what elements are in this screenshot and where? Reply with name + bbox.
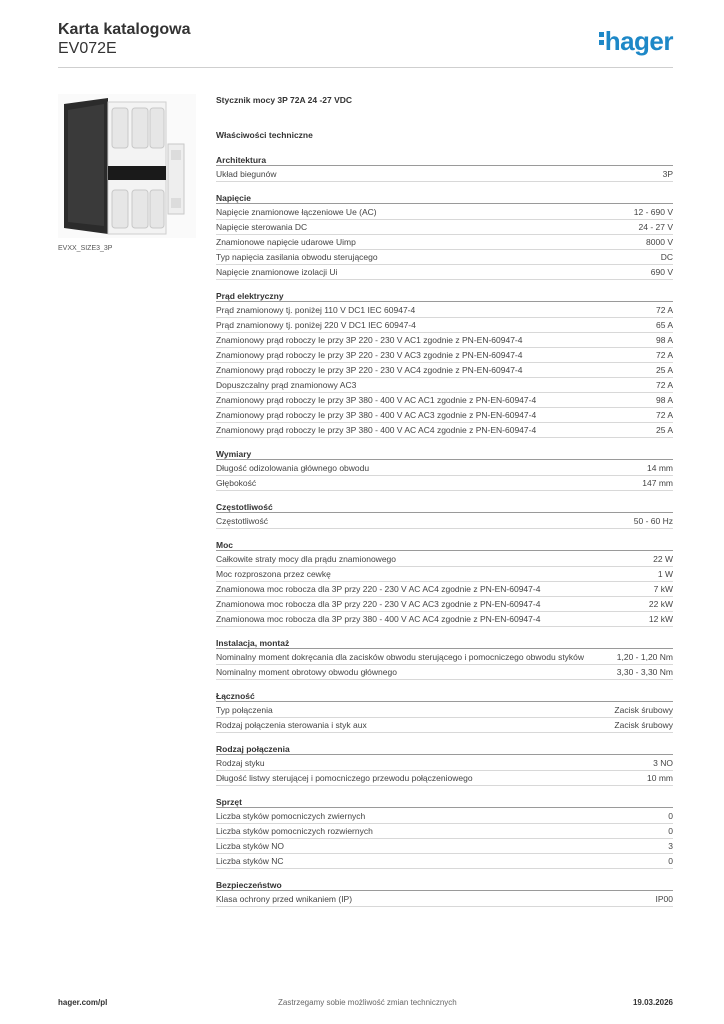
spec-row — [216, 824, 673, 839]
spec-row — [216, 378, 673, 393]
section-title: Częstotliwość — [216, 501, 673, 513]
spec-section — [216, 637, 673, 680]
spec-label: Liczba styków NO — [216, 841, 285, 851]
spec-label: Znamionowa moc robocza dla 3P przy 220 - 230 V AC AC4 zgodnie z PN-EN-60947-4 — [216, 584, 541, 594]
spec-row — [216, 333, 673, 348]
spec-row — [216, 363, 673, 378]
spec-value: 8000 V — [646, 237, 673, 247]
spec-value: 1 W — [657, 569, 673, 579]
spec-row — [216, 423, 673, 438]
spec-row — [216, 756, 673, 771]
spec-row — [216, 476, 673, 491]
spec-row — [216, 718, 673, 733]
spec-value: Zacisk śrubowy — [614, 720, 673, 730]
spec-label: Liczba styków NC — [216, 856, 284, 866]
spec-row — [216, 318, 673, 333]
product-code: EV072E — [58, 40, 117, 57]
section-title: Moc — [216, 539, 673, 551]
spec-value: 12 - 690 V — [633, 207, 673, 217]
spec-section — [216, 448, 673, 491]
spec-value: 22 kW — [648, 599, 673, 609]
spec-label: Układ biegunów — [216, 169, 277, 179]
spec-value: 3 — [668, 841, 673, 851]
spec-row — [216, 235, 673, 250]
section-title: Łączność — [216, 690, 673, 702]
spec-value: 22 W — [653, 554, 673, 564]
spec-label: Liczba styków pomocniczych zwiernych — [216, 811, 366, 821]
spec-label: Napięcie znamionowe łączeniowe Ue (AC) — [216, 207, 377, 217]
document-title: Karta katalogowa — [58, 21, 191, 38]
footer-disclaimer: Zastrzegamy sobie możliwość zmian technicznych — [278, 998, 457, 1007]
spec-row — [216, 552, 673, 567]
spec-sections — [216, 154, 673, 907]
section-title: Prąd elektryczny — [216, 290, 673, 302]
spec-value: 98 A — [655, 395, 673, 405]
spec-label: Rodzaj styku — [216, 758, 265, 768]
spec-label: Nominalny moment obrotowy obwodu głównego — [216, 667, 397, 677]
spec-row — [216, 348, 673, 363]
spec-section — [216, 796, 673, 869]
spec-row — [216, 597, 673, 612]
spec-label: Znamionowe napięcie udarowe Uimp — [216, 237, 356, 247]
spec-row — [216, 854, 673, 869]
spec-section — [216, 290, 673, 438]
spec-row — [216, 265, 673, 280]
spec-value: 1,20 - 1,20 Nm — [616, 652, 673, 662]
spec-section — [216, 879, 673, 907]
spec-row — [216, 393, 673, 408]
spec-label: Typ napięcia zasilania obwodu sterującego — [216, 252, 378, 262]
spec-section — [216, 154, 673, 182]
image-caption: EVXX_SIZE3_3P — [58, 245, 113, 252]
spec-label: Klasa ochrony przed wnikaniem (IP) — [216, 894, 353, 904]
spec-label: Napięcie sterowania DC — [216, 222, 308, 232]
spec-label: Napięcie znamionowe izolacji Ui — [216, 267, 338, 277]
spec-label: Częstotliwość — [216, 516, 268, 526]
spec-content — [216, 95, 673, 907]
product-name: Stycznik mocy 3P 72A 24 -27 VDC — [216, 95, 353, 105]
spec-value: 12 kW — [648, 614, 673, 624]
spec-value: 3 NO — [653, 758, 673, 768]
spec-label: Znamionowy prąd roboczy Ie przy 3P 220 - 230 V AC3 zgodnie z PN-EN-60947-4 — [216, 350, 523, 360]
spec-label: Głębokość — [216, 478, 257, 488]
product-image — [58, 94, 196, 238]
spec-value: Zacisk śrubowy — [614, 705, 673, 715]
spec-label: Długość odizolowania głównego obwodu — [216, 463, 370, 473]
spec-section — [216, 192, 673, 280]
spec-value: 65 A — [655, 320, 673, 330]
section-title: Wymiary — [216, 448, 673, 460]
section-title: Bezpieczeństwo — [216, 879, 673, 891]
spec-row — [216, 839, 673, 854]
spec-label: Liczba styków pomocniczych rozwiernych — [216, 826, 373, 836]
spec-label: Znamionowa moc robocza dla 3P przy 380 - 400 V AC AC4 zgodnie z PN-EN-60947-4 — [216, 614, 541, 624]
spec-row — [216, 408, 673, 423]
page-header — [58, 20, 673, 68]
spec-value: 0 — [668, 811, 673, 821]
section-title: Sprzęt — [216, 796, 673, 808]
spec-value: 98 A — [655, 335, 673, 345]
spec-row — [216, 567, 673, 582]
spec-value: IP00 — [655, 894, 673, 904]
spec-section — [216, 501, 673, 529]
spec-row — [216, 205, 673, 220]
spec-value: DC — [660, 252, 673, 262]
spec-label: Całkowite straty mocy dla prądu znamionowego — [216, 554, 397, 564]
spec-value: 7 kW — [653, 584, 673, 594]
footer-website-link[interactable]: hager.com/pl — [58, 998, 108, 1007]
spec-row — [216, 220, 673, 235]
spec-label: Prąd znamionowy tj. poniżej 220 V DC1 IEC 60947-4 — [216, 320, 416, 330]
spec-row — [216, 612, 673, 627]
spec-row — [216, 303, 673, 318]
spec-label: Nominalny moment dokręcania dla zacisków obwodu sterującego i pomocniczego obwodu styków — [216, 652, 585, 662]
spec-label: Moc rozproszona przez cewkę — [216, 569, 331, 579]
spec-label: Znamionowy prąd roboczy Ie przy 3P 380 - 400 V AC AC1 zgodnie z PN-EN-60947-4 — [216, 395, 537, 405]
spec-section — [216, 743, 673, 786]
spec-label: Prąd znamionowy tj. poniżej 110 V DC1 IEC 60947-4 — [216, 305, 416, 315]
spec-value: 72 A — [655, 350, 673, 360]
spec-label: Długość listwy sterującej i pomocniczego przewodu połączeniowego — [216, 773, 473, 783]
spec-label: Znamionowy prąd roboczy Ie przy 3P 220 - 230 V AC4 zgodnie z PN-EN-60947-4 — [216, 365, 523, 375]
spec-row — [216, 771, 673, 786]
spec-row — [216, 703, 673, 718]
section-title: Napięcie — [216, 192, 673, 204]
section-title: Architektura — [216, 154, 673, 166]
spec-row — [216, 167, 673, 182]
spec-value: 72 A — [655, 380, 673, 390]
spec-row — [216, 250, 673, 265]
spec-value: 147 mm — [642, 478, 673, 488]
spec-value: 10 mm — [647, 773, 673, 783]
spec-row — [216, 809, 673, 824]
spec-value: 24 - 27 V — [638, 222, 673, 232]
spec-row — [216, 514, 673, 529]
spec-value: 72 A — [655, 305, 673, 315]
spec-section — [216, 690, 673, 733]
spec-row — [216, 892, 673, 907]
spec-row — [216, 665, 673, 680]
logo-text: hager — [604, 26, 673, 56]
spec-value: 14 mm — [647, 463, 673, 473]
logo-dots-icon — [599, 29, 604, 48]
footer-date: 19.03.2026 — [632, 998, 673, 1007]
spec-value: 72 A — [655, 410, 673, 420]
spec-label: Znamionowy prąd roboczy Ie przy 3P 220 - 230 V AC1 zgodnie z PN-EN-60947-4 — [216, 335, 523, 345]
spec-label: Dopuszczalny prąd znamionowy AC3 — [216, 380, 357, 390]
spec-label: Typ połączenia — [216, 705, 273, 715]
contactor-illustration — [58, 94, 196, 238]
spec-value: 0 — [668, 856, 673, 866]
section-title: Rodzaj połączenia — [216, 743, 673, 755]
spec-value: 50 - 60 Hz — [633, 516, 673, 526]
spec-value: 25 A — [655, 365, 673, 375]
spec-value: 3,30 - 3,30 Nm — [616, 667, 673, 677]
technical-properties-heading: Właściwości techniczne — [216, 130, 313, 140]
spec-row — [216, 650, 673, 665]
spec-label: Znamionowy prąd roboczy Ie przy 3P 380 - 400 V AC AC4 zgodnie z PN-EN-60947-4 — [216, 425, 537, 435]
spec-value: 25 A — [655, 425, 673, 435]
hager-logo — [599, 26, 673, 57]
spec-value: 690 V — [650, 267, 673, 277]
section-title: Instalacja, montaż — [216, 637, 673, 649]
spec-value: 0 — [668, 826, 673, 836]
spec-row — [216, 582, 673, 597]
spec-row — [216, 461, 673, 476]
spec-label: Znamionowa moc robocza dla 3P przy 220 - 230 V AC AC3 zgodnie z PN-EN-60947-4 — [216, 599, 541, 609]
spec-value: 3P — [662, 169, 673, 179]
spec-section — [216, 539, 673, 627]
spec-label: Znamionowy prąd roboczy Ie przy 3P 380 - 400 V AC AC3 zgodnie z PN-EN-60947-4 — [216, 410, 537, 420]
spec-label: Rodzaj połączenia sterowania i styk aux — [216, 720, 367, 730]
